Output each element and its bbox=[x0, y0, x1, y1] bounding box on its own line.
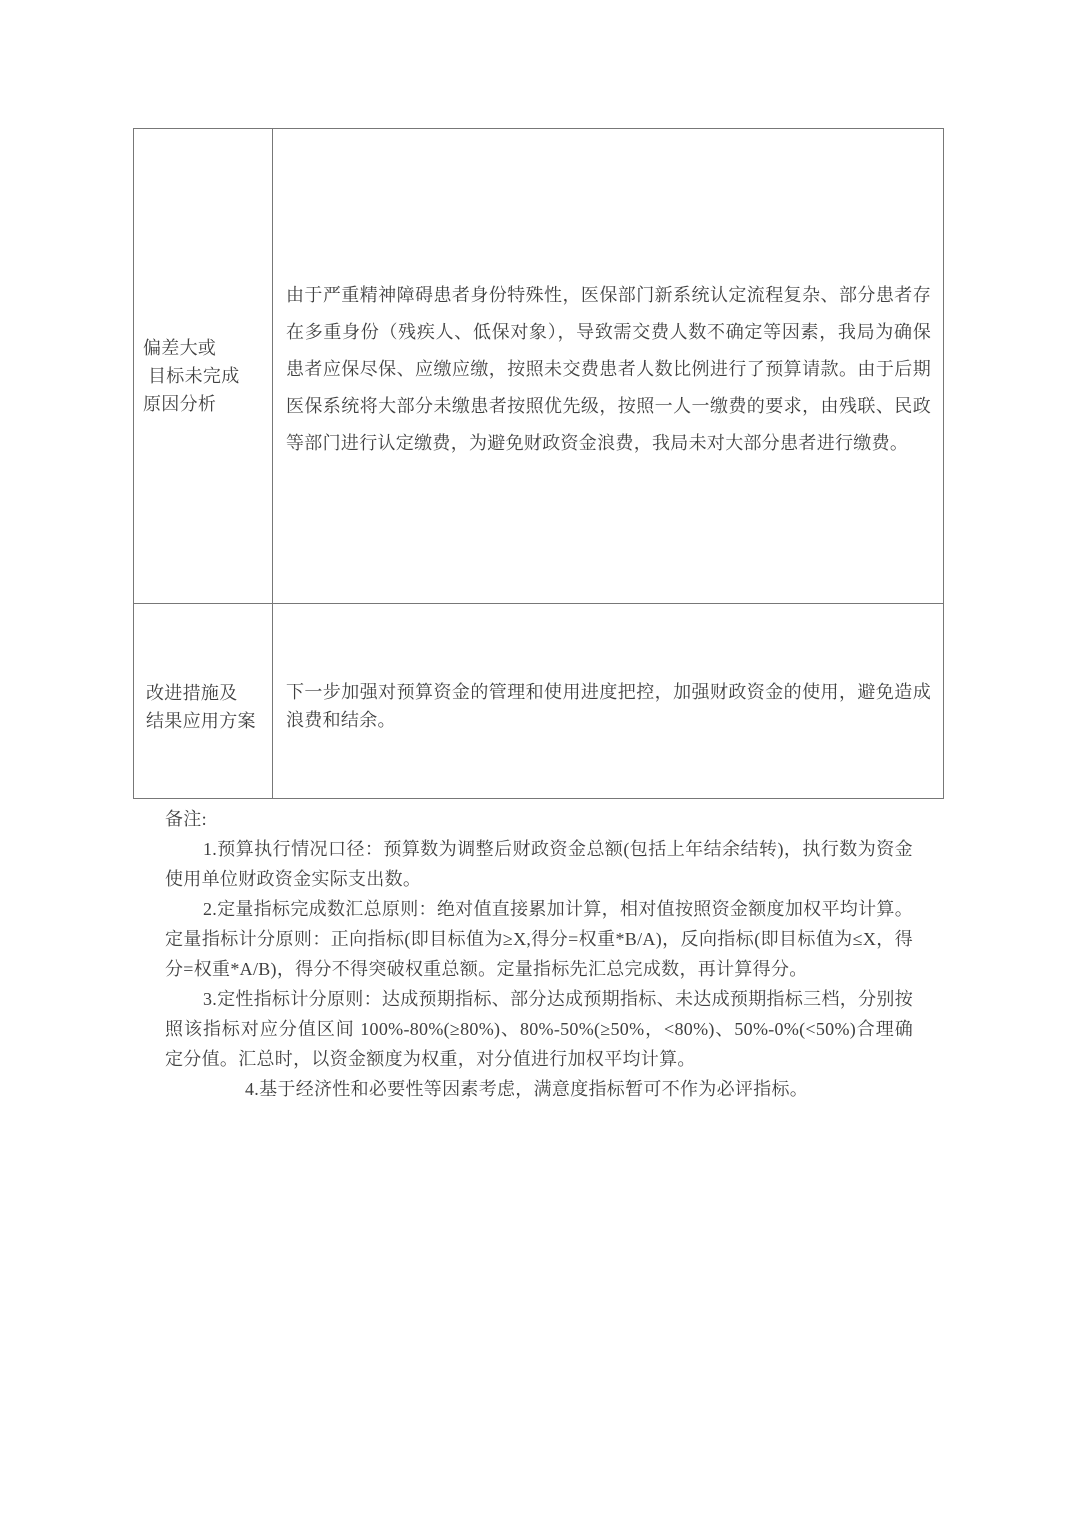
deviation-analysis-label-cell bbox=[134, 129, 273, 604]
performance-report-table bbox=[133, 128, 944, 799]
improvement-label-line-1: 改进措施及 bbox=[146, 683, 238, 703]
deviation-label-line-3: 原因分析 bbox=[143, 394, 217, 414]
notes-heading: 备注: bbox=[165, 809, 207, 829]
notes-section bbox=[165, 804, 913, 1104]
note-item-3: 3.定性指标计分原则：达成预期指标、部分达成预期指标、未达成预期指标三档，分别按照该指标对应分值区间 100%-80%(≥80%)、80%-50%(≥50%，<80%)、50%-0%(<50%)合理确定分值。汇总时，以资金额度为权重，对分值进行加权平均计算。 bbox=[165, 989, 913, 1069]
improvement-measures-label-cell bbox=[134, 604, 273, 799]
improvement-measures-text: 下一步加强对预算资金的管理和使用进度把控，加强财政资金的使用，避免造成浪费和结余。 bbox=[286, 682, 931, 730]
note-item-1: 1.预算执行情况口径：预算数为调整后财政资金总额(包括上年结余结转)，执行数为资金使用单位财政资金实际支出数。 bbox=[165, 839, 913, 889]
table-row-deviation-analysis bbox=[134, 129, 944, 604]
deviation-analysis-content-cell bbox=[273, 129, 944, 604]
table-row-improvement-measures bbox=[134, 604, 944, 799]
note-item-2: 2.定量指标完成数汇总原则：绝对值直接累加计算，相对值按照资金额度加权平均计算。定量指标计分原则：正向指标(即目标值为≥X,得分=权重*B/A)，反向指标(即目标值为≤X，得分=权重*A/B)，得分不得突破权重总额。定量指标先汇总完成数，再计算得分。 bbox=[165, 899, 913, 979]
improvement-label-line-2: 结果应用方案 bbox=[146, 711, 256, 731]
deviation-analysis-text: 由于严重精神障碍患者身份特殊性，医保部门新系统认定流程复杂、部分患者存在多重身份（残疾人、低保对象），导致需交费人数不确定等因素，我局为确保患者应保尽保、应缴应缴，按照未交费患者人数比例进行了预算请款。由于后期医保系统将大部分未缴患者按照优先级，按照一人一缴费的要求，由残联、民政等部门进行认定缴费，为避免财政资金浪费，我局未对大部分患者进行缴费。 bbox=[286, 285, 931, 453]
deviation-label-line-2: 目标未完成 bbox=[148, 366, 240, 386]
note-item-4: 4.基于经济性和必要性等因素考虑，满意度指标暂可不作为必评指标。 bbox=[245, 1079, 809, 1099]
improvement-measures-content-cell bbox=[273, 604, 944, 799]
deviation-label-line-1: 偏差大或 bbox=[143, 338, 217, 358]
